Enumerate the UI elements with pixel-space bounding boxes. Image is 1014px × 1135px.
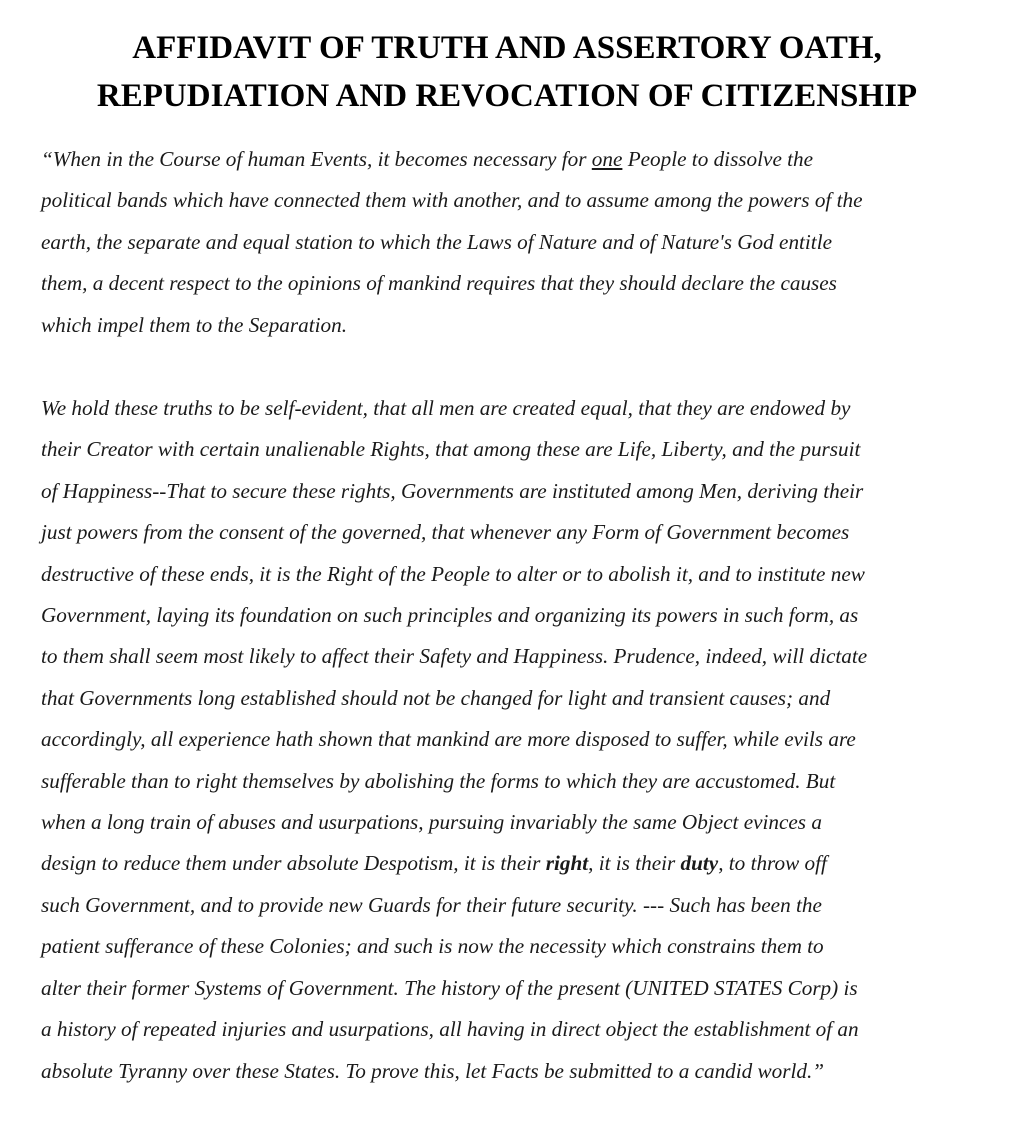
text-run: design to reduce them under absolute Despotism, it is their <box>41 851 546 876</box>
paragraph-1 <box>41 139 991 346</box>
paragraph-2-line-3: of Happiness--That to secure these rights, Governments are instituted among Men, deriving their <box>41 478 864 503</box>
document-title <box>0 24 1014 120</box>
paragraph-2-line-7: to them shall seem most likely to affect their Safety and Happiness. Prudence, indeed, will dictate <box>41 644 868 669</box>
bold-word-duty: duty <box>680 851 719 876</box>
paragraph-2-line-4: just powers from the consent of the governed, that whenever any Form of Government becomes <box>41 520 850 545</box>
title-line-1: AFFIDAVIT OF TRUTH AND ASSERTORY OATH, <box>132 30 882 66</box>
paragraph-1-line-2: political bands which have connected them with another, and to assume among the powers of the <box>41 188 863 213</box>
paragraph-2-line-13: such Government, and to provide new Guards for their future security. --- Such has been the <box>41 892 822 917</box>
underlined-word: one <box>591 147 623 171</box>
text-run: , to throw off <box>718 851 827 876</box>
text-run: , it is their <box>588 851 681 876</box>
paragraph-2-line-9: accordingly, all experience hath shown that mankind are more disposed to suffer, while evils are <box>41 727 856 752</box>
paragraph-2-line-1: We hold these truths to be self-evident, that all men are created equal, that they are endowed by <box>41 396 851 420</box>
paragraph-2-line-5: destructive of these ends, it is the Right of the People to alter or to abolish it, and to institute new <box>41 561 865 586</box>
paragraph-2-line-11: when a long train of abuses and usurpations, pursuing invariably the same Object evinces a <box>41 810 822 835</box>
text-run: “When in the Course of human Events, it becomes necessary for <box>41 147 592 171</box>
paragraph-2-line-12 <box>41 843 991 884</box>
paragraph-2-line-8: that Governments long established should not be changed for light and transient causes; and <box>41 685 831 710</box>
paragraph-1-line-5: which impel them to the Separation. <box>41 312 347 337</box>
paragraph-1-line-1 <box>41 139 991 180</box>
paragraph-2-line-17: absolute Tyranny over these States. To prove this, let Facts be submitted to a candid world.” <box>41 1058 825 1083</box>
paragraph-2 <box>41 388 991 1092</box>
paragraph-2-line-10: sufferable than to right themselves by abolishing the forms to which they are accustomed. But <box>41 768 836 793</box>
paragraph-2-line-16: a history of repeated injuries and usurpations, all having in direct object the establishment of an <box>41 1017 859 1042</box>
title-line-2: REPUDIATION AND REVOCATION OF CITIZENSHIP <box>96 78 918 114</box>
bold-word-right: right <box>545 851 589 876</box>
paragraph-2-line-14: patient sufferance of these Colonies; and such is now the necessity which constrains them to <box>41 934 824 959</box>
paragraph-2-line-6: Government, laying its foundation on such principles and organizing its powers in such form, as <box>41 603 859 628</box>
paragraph-2-line-15: alter their former Systems of Government. The history of the present (UNITED STATES Corp) is <box>41 975 858 1000</box>
paragraph-1-line-4: them, a decent respect to the opinions of mankind requires that they should declare the causes <box>41 271 837 296</box>
paragraph-1-line-3: earth, the separate and equal station to which the Laws of Nature and of Nature's God entitle <box>41 229 832 254</box>
paragraph-2-line-2: their Creator with certain unalienable Rights, that among these are Life, Liberty, and the pursuit <box>41 437 861 462</box>
text-run: People to dissolve the <box>622 147 814 171</box>
